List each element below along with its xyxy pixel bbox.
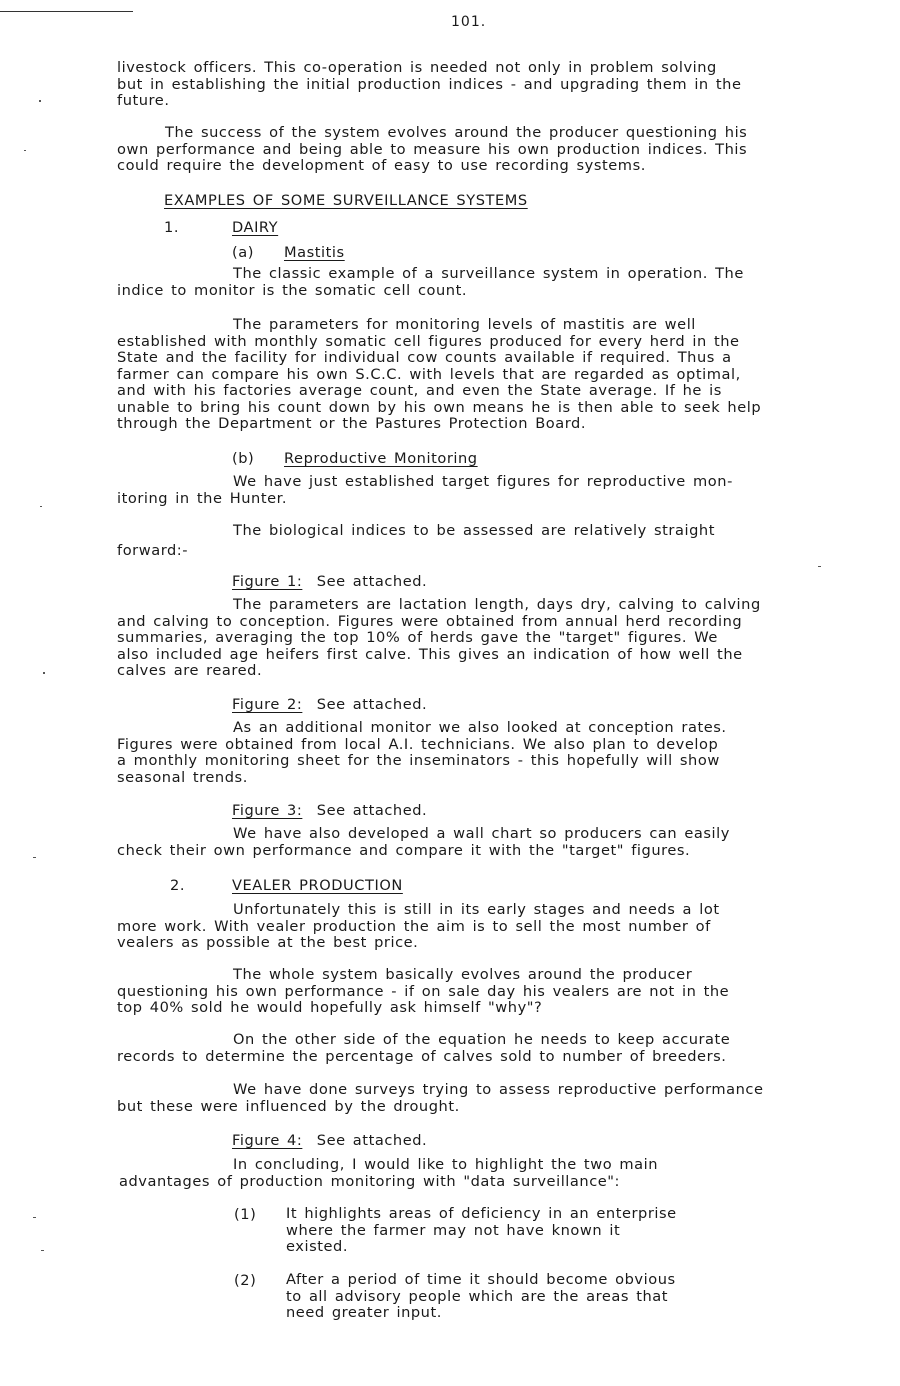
reproductive-paragraph-2 [117, 523, 715, 559]
text-line: future. [117, 92, 170, 109]
text-line: vealers as possible at the best price. [117, 934, 419, 951]
text-line: check their own performance and compare it with the "target" figures. [117, 841, 691, 859]
mastitis-paragraph-2 [117, 317, 761, 433]
text-line: As an additional monitor we also looked at conception rates. [233, 719, 727, 736]
figure-3-reference [232, 802, 427, 819]
success-paragraph [117, 125, 747, 175]
text-line: livestock officers. This co-operation is needed not only in problem solving [117, 59, 717, 76]
advantage-2-text [286, 1272, 676, 1322]
text-line: unable to bring his count down by his own means he is then able to seek help [117, 398, 762, 416]
text-line: records to determine the percentage of calves sold to number of breeders. [117, 1047, 727, 1065]
text-line: State and the facility for individual cow counts available if required. Thus a [117, 349, 732, 366]
figure-2-reference [232, 696, 427, 713]
mastitis-label: (a) [232, 244, 254, 261]
text-line: to all advisory people which are the areas that [286, 1287, 669, 1305]
text-line: The parameters for monitoring levels of mastitis are well [233, 316, 696, 333]
text-line: indice to monitor is the somatic cell count. [117, 281, 468, 299]
scan-speck [39, 100, 41, 102]
advantage-2-label: (2) [234, 1272, 257, 1289]
text-line: own performance and being able to measure his own production indices. This [117, 140, 748, 158]
figure-2-text: See attached. [316, 696, 428, 713]
mastitis-heading: Mastitis [284, 244, 345, 261]
text-line: calves are reared. [117, 662, 263, 679]
page-number: 101. [451, 14, 487, 30]
scan-speck [818, 566, 821, 567]
text-line: The biological indices to be assessed are relatively straight [233, 522, 715, 539]
reproductive-paragraph-4 [117, 720, 727, 786]
section-heading: EXAMPLES OF SOME SURVEILLANCE SYSTEMS [164, 192, 528, 209]
text-line: Figures were obtained from local A.I. technicians. We also plan to develop [117, 735, 719, 753]
text-line: forward:- [117, 541, 189, 559]
text-line: where the farmer may not have known it [286, 1221, 621, 1239]
text-line: more work. With vealer production the aim is to sell the most number of [117, 917, 711, 935]
text-line: top 40% sold he would hopefully ask himself "why"? [117, 999, 543, 1016]
text-line: seasonal trends. [117, 768, 248, 786]
text-line: through the Department or the Pastures Protection Board. [117, 415, 587, 432]
text-line: farmer can compare his own S.C.C. with levels that are regarded as optimal, [117, 365, 741, 383]
reproductive-label: (b) [232, 450, 255, 467]
text-line: but in establishing the initial production indices - and upgrading them in the [117, 75, 742, 93]
mastitis-paragraph-1 [117, 266, 744, 299]
scan-speck [41, 1250, 44, 1251]
figure-1-text: See attached. [316, 573, 428, 590]
figure-3-text: See attached. [316, 802, 428, 819]
text-line: and with his factories average count, and even the State average. If he is [117, 382, 722, 399]
text-line: but these were influenced by the drought. [117, 1097, 460, 1115]
figure-4-text: See attached. [316, 1132, 428, 1149]
text-line: a monthly monitoring sheet for the inseminators - this hopefully will show [117, 752, 720, 769]
text-line: After a period of time it should become obvious [286, 1271, 676, 1288]
text-line: The whole system basically evolves around the producer [233, 966, 693, 983]
figure-3-label: Figure 3: [232, 802, 303, 819]
text-line: We have also developed a wall chart so producers can easily [233, 825, 730, 842]
reproductive-paragraph-1 [117, 474, 733, 507]
text-line: also included age heifers first calve. This gives an indication of how well the [117, 645, 743, 663]
vealer-paragraph-2 [117, 967, 729, 1017]
text-line: Unfortunately this is still in its early stages and needs a lot [233, 901, 720, 918]
scan-speck [24, 150, 26, 151]
scan-speck [33, 1217, 36, 1218]
vealer-number: 2. [170, 877, 186, 894]
text-line: The success of the system evolves around the producer questioning his [165, 124, 748, 141]
reproductive-paragraph-5 [117, 826, 730, 859]
figure-1-label: Figure 1: [232, 573, 303, 590]
text-line: established with monthly somatic cell figures produced for every herd in the [117, 332, 740, 350]
text-line: On the other side of the equation he needs to keep accurate [233, 1031, 731, 1048]
scan-speck [40, 506, 42, 507]
reproductive-paragraph-3 [117, 597, 761, 680]
advantage-1-text [286, 1206, 677, 1256]
text-line: The parameters are lactation length, days dry, calving to calving [233, 596, 761, 613]
figure-4-label: Figure 4: [232, 1132, 303, 1149]
text-line: We have done surveys trying to assess reproductive performance [233, 1081, 764, 1098]
text-line: and calving to conception. Figures were obtained from annual herd recording [117, 612, 743, 630]
text-line: In concluding, I would like to highlight the two main [233, 1156, 659, 1173]
intro-paragraph [117, 60, 742, 110]
text-line: It highlights areas of deficiency in an enterprise [286, 1205, 677, 1222]
text-line: summaries, averaging the top 10% of herds gave the "target" figures. We [117, 629, 718, 646]
figure-2-label: Figure 2: [232, 696, 303, 713]
text-line: existed. [286, 1238, 349, 1255]
advantage-1-label: (1) [234, 1206, 257, 1223]
vealer-heading: VEALER PRODUCTION [232, 877, 403, 894]
text-line: could require the development of easy to use recording systems. [117, 157, 646, 174]
dairy-heading: DAIRY [232, 219, 279, 236]
scan-speck [33, 857, 36, 858]
vealer-paragraph-4 [117, 1082, 764, 1115]
top-rule-divider [0, 11, 133, 12]
reproductive-heading: Reproductive Monitoring [284, 450, 478, 467]
text-line: advantages of production monitoring with "data surveillance": [119, 1172, 621, 1190]
text-line: itoring in the Hunter. [117, 489, 288, 507]
text-line: need greater input. [286, 1304, 442, 1321]
conclusion-paragraph [119, 1157, 658, 1190]
dairy-number: 1. [164, 219, 180, 236]
text-line: questioning his own performance - if on sale day his vealers are not in the [117, 982, 730, 1000]
figure-4-reference [232, 1132, 427, 1149]
text-line: We have just established target figures for reproductive mon- [233, 473, 733, 490]
figure-1-reference [232, 573, 427, 590]
text-line: The classic example of a surveillance system in operation. The [233, 265, 744, 282]
scan-speck [43, 672, 45, 674]
vealer-paragraph-1 [117, 902, 720, 952]
vealer-paragraph-3 [117, 1032, 730, 1065]
